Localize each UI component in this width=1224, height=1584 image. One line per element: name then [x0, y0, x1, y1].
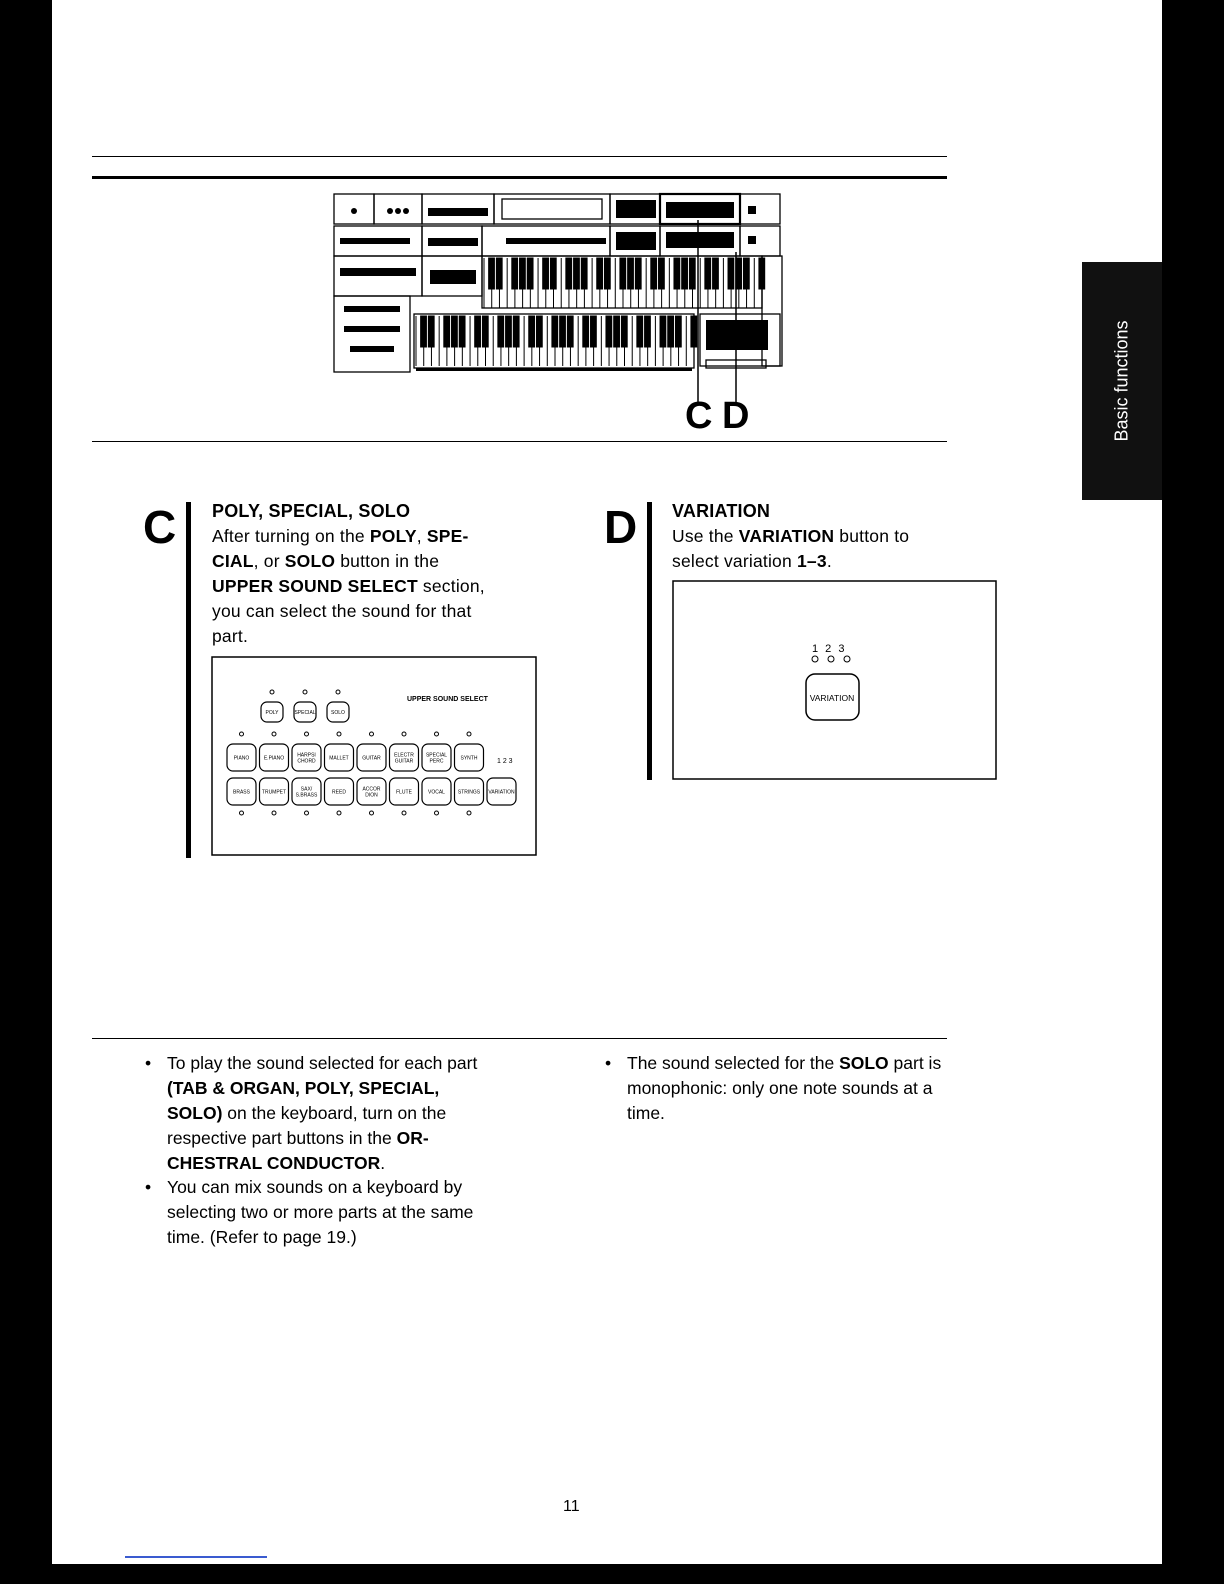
organ-panel-diagram: [330, 190, 790, 435]
section-c-heading: POLY, SPECIAL, SOLO: [212, 501, 411, 521]
panel-row1-btn-2-label: HARPSI: [297, 752, 316, 759]
panel-row2-btn-label: SAX/: [300, 786, 313, 793]
callout-c: C: [685, 395, 713, 435]
top-rule-thin: [92, 156, 947, 157]
panel-row2-btn-label: TRUMPET: [261, 789, 287, 796]
notes-top-rule: [92, 1038, 947, 1039]
section-d-letter: D: [604, 501, 638, 553]
variation-panel: [672, 580, 998, 781]
upper-sound-select-panel: [211, 656, 538, 857]
panel-row2-btn-label: ACCOR: [362, 786, 381, 793]
section-d-heading: VARIATION: [672, 501, 771, 521]
panel-btn-poly-label: POLY: [265, 710, 279, 716]
note-left-2: • You can mix sounds on a keyboard by selecting two or more parts at the same time. (Refer to page 19.): [145, 1177, 474, 1247]
panel-row1-btn-1-label: E.PIANO: [263, 755, 285, 762]
panel-btn-special-label: SPECIAL: [294, 710, 316, 716]
panel-row1-btn-6-label: PERC: [429, 758, 444, 765]
panel-row1-btn-2-label: CHORD: [297, 758, 316, 765]
panel-row2-btn-label: VARIATION: [488, 789, 515, 796]
panel-row2-btn-label: S.BRASS: [295, 792, 318, 799]
top-rule-thick: [92, 176, 947, 179]
note-left-1: • To play the sound selected for each part (TAB & ORGAN, POLY, SPECIAL, SOLO) on the keyboard, turn on the respective part buttons in the OR- CHESTRAL CONDUCTOR.: [145, 1053, 478, 1173]
page-number: 11: [563, 1498, 580, 1515]
section-c-letter: C: [143, 501, 177, 553]
panel-btn-solo-label: SOLO: [331, 710, 345, 716]
panel-title: UPPER SOUND SELECT: [407, 696, 488, 703]
side-tab: [1082, 262, 1162, 500]
variation-button-label: VARIATION: [809, 693, 855, 703]
panel-row1-btn-4-label: GUITAR: [362, 755, 381, 762]
panel-row2-btn-label: DION: [365, 792, 378, 799]
panel-row2-btn-label: REED: [332, 789, 346, 796]
callout-d: D: [722, 395, 750, 435]
panel-row1-btn-6-label: SPECIAL: [425, 752, 448, 759]
panel-row2-btn-label: STRINGS: [457, 789, 481, 796]
panel-row1-btn-7-label: SYNTH: [460, 755, 478, 762]
section-c-body: After turning on the POLY, SPE- CIAL, or SOLO button in the UPPER SOUND SELECT section, you can select the sound for that part.: [212, 526, 485, 646]
side-tab-label: Basic functions: [1111, 320, 1132, 442]
diagram-bottom-rule: [92, 441, 947, 442]
panel-row1-btn-0-label: PIANO: [233, 755, 250, 762]
panel-row2-btn-label: FLUTE: [396, 789, 412, 796]
panel-row1-btn-5-label: GUITAR: [394, 758, 414, 765]
variation-nums: 1 2 3: [812, 643, 847, 655]
panel-row2-btn-label: BRASS: [233, 789, 250, 796]
section-c-bar: [186, 502, 191, 858]
panel-variation-nums: 1 2 3: [497, 758, 513, 765]
section-d-body: Use the VARIATION button to select variation 1–3.: [672, 526, 910, 571]
panel-row2-btn-label: VOCAL: [428, 789, 445, 796]
panel-row1-btn-5-label: ELECTR: [394, 752, 414, 759]
note-right-1: • The sound selected for the SOLO part is monophonic: only one note sounds at a time.: [605, 1053, 942, 1123]
panel-row1-btn-3-label: MALLET: [329, 755, 349, 762]
scan-artifact-line: [125, 1556, 267, 1558]
section-d-bar: [647, 502, 652, 780]
